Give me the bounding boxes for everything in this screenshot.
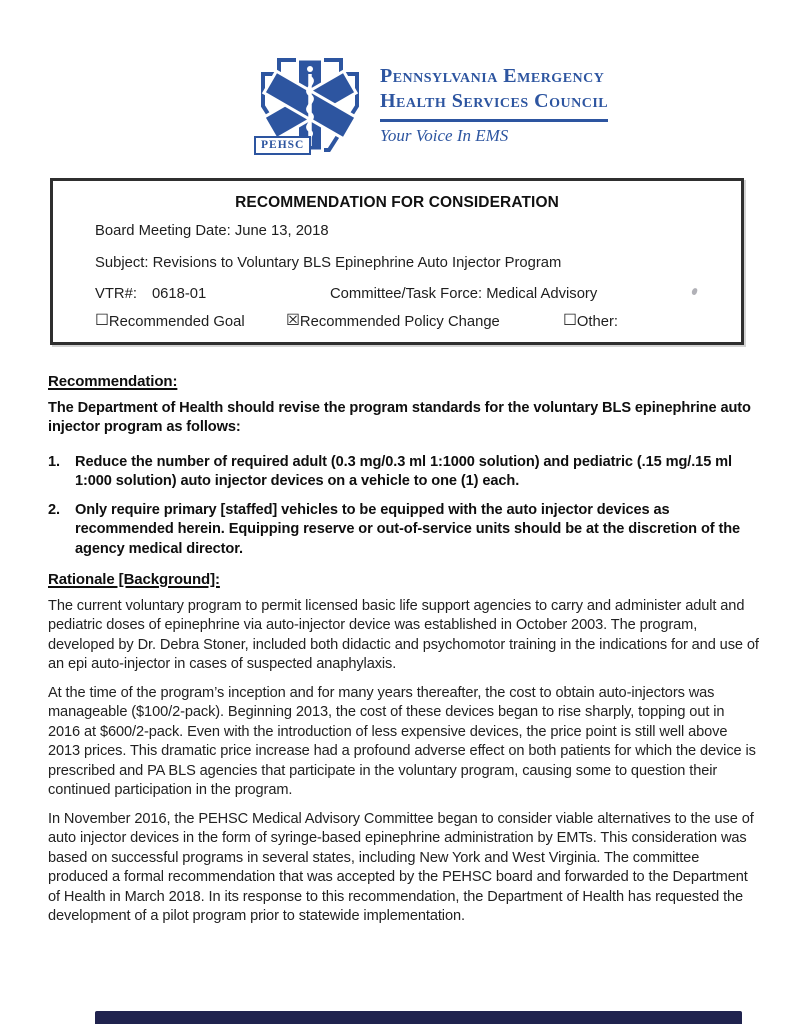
committee-task-force: Committee/Task Force: Medical Advisory	[330, 286, 598, 302]
org-name-line2: Health Services Council	[380, 90, 609, 112]
org-name-line1: Pennsylvania Emergency	[380, 65, 605, 87]
list-item	[48, 453, 760, 492]
checkbox-other	[563, 311, 619, 330]
recommendation-form-box	[50, 178, 744, 345]
checkbox-label: Recommended Goal	[108, 314, 245, 330]
list-item	[48, 501, 760, 560]
checkbox-unchecked-icon: ☐	[563, 311, 577, 330]
checkbox-recommended-policy-change	[286, 311, 500, 330]
subject-line: Subject: Revisions to Voluntary BLS Epinephrine Auto Injector Program	[95, 255, 562, 271]
list-item-text: Reduce the number of required adult (0.3 mg/0.3 ml 1:1000 solution) and pediatric (.15 mg/.15 ml 1:000 solution) auto injector devices on a vehicle to one (1) each.	[75, 453, 733, 489]
checkbox-unchecked-icon: ☐	[95, 311, 109, 330]
recommendation-list	[48, 453, 760, 560]
rationale-paragraph: At the time of the program’s inception and for many years thereafter, the cost to obtain auto-injectors was manageable ($100/2-pack). Beginning 2013, the cost of these devices began to rise sharply, topping out in 2016 at $600/2-pack. Even with the introduction of less expensive devices, the price point is still well above 2013 prices. This dramatic price increase had a profound adverse effect on both patients for which the device is prescribed and PA BLS agencies that participate in the voluntary program, causing some to question their continued participation in the program.	[48, 684, 756, 798]
org-name-block	[380, 52, 608, 162]
letterhead-divider	[380, 119, 608, 122]
checkbox-checked-icon: ☒	[286, 311, 300, 330]
vtr-row	[95, 286, 741, 302]
document-body	[48, 372, 760, 936]
vtr-value: 0618-01	[151, 286, 207, 302]
list-item-number: 2.	[48, 501, 60, 518]
rationale-paragraph: The current voluntary program to permit licensed basic life support agencies to carry and administer adult and pediatric doses of epinephrine via auto-injector device was established in October 2003. The program, developed by Dr. Debra Stoner, included both didactic and psychomotor training in the indications for and use of an epi auto-injector in cases of suspected anaphylaxis.	[48, 597, 759, 672]
checkbox-label: Recommended Policy Change	[299, 314, 500, 330]
checkbox-label: Other:	[576, 314, 619, 330]
rationale-heading: Rationale [Background]:	[48, 571, 220, 588]
form-title: RECOMMENDATION FOR CONSIDERATION	[235, 194, 559, 211]
pehsc-logo	[252, 52, 366, 162]
letterhead	[252, 52, 608, 162]
scan-artifact-bar	[95, 1011, 742, 1024]
recommendation-intro: The Department of Health should revise the program standards for the voluntary BLS epinephrine auto injector program as follows:	[48, 399, 751, 435]
org-tagline: Your Voice In EMS	[380, 126, 509, 145]
board-meeting-date: Board Meeting Date: June 13, 2018	[95, 223, 329, 239]
vtr-label: VTR#:	[95, 286, 137, 302]
logo-acronym-badge: PEHSC	[254, 136, 311, 155]
checkbox-recommended-goal	[95, 311, 245, 330]
rationale-paragraph: In November 2016, the PEHSC Medical Advisory Committee began to consider viable alternatives to the use of auto injector devices in the form of syringe-based epinephrine administration by EMTs. This consideration was based on successful programs in several states, including New York and West Virginia. The committee produced a formal recommendation that was accepted by the PEHSC board and forwarded to the Department of Health in March 2018. In its response to this recommendation, the Department of Health has requested the development of a pilot program prior to statewide implementation.	[48, 810, 754, 924]
recommendation-heading: Recommendation:	[48, 373, 178, 390]
list-item-text: Only require primary [staffed] vehicles to be equipped with the auto injector devices as recommended herein. Equipping reserve or out-of-service units should be at the discretion of the agency medical director.	[75, 501, 741, 557]
checkbox-row	[95, 311, 741, 334]
list-item-number: 1.	[48, 453, 60, 470]
